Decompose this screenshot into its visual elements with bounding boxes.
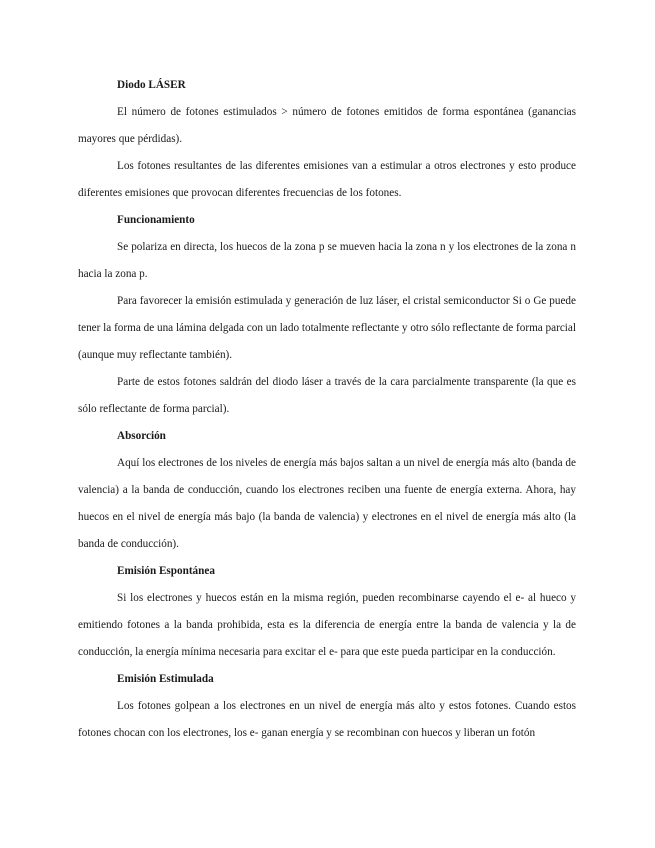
heading-emision-espontanea: Emisión Espontánea xyxy=(117,565,215,577)
heading-funcionamiento: Funcionamiento xyxy=(117,214,195,226)
paragraph: Los fotones resultantes de las diferentes emisiones van a estimular a otros electrones y esto produce diferentes emisiones que provocan diferentes frecuencias de los fotones. xyxy=(78,160,576,199)
document-body xyxy=(78,72,576,747)
paragraph: Los fotones golpean a los electrones en un nivel de energía más alto y estos fotones. Cuando estos fotones chocan con los electrones, los e- ganan energía y se recombinan con huecos y liberan un fotón xyxy=(78,700,576,739)
heading-emision-estimulada: Emisión Estimulada xyxy=(117,673,214,685)
paragraph: Parte de estos fotones saldrán del diodo láser a través de la cara parcialmente transparente (la que es sólo reflectante de forma parcial). xyxy=(78,376,576,415)
paragraph: Para favorecer la emisión estimulada y generación de luz láser, el cristal semiconductor Si o Ge puede tener la forma de una lámina delgada con un lado totalmente reflectante y otro sólo reflectante de forma parcial (aunque muy reflectante también). xyxy=(78,295,576,361)
heading-absorcion: Absorción xyxy=(117,430,166,442)
heading-diodo-laser: Diodo LÁSER xyxy=(117,79,186,91)
paragraph: El número de fotones estimulados > número de fotones emitidos de forma espontánea (ganancias mayores que pérdidas). xyxy=(78,106,576,145)
paragraph: Se polariza en directa, los huecos de la zona p se mueven hacia la zona n y los electrones de la zona n hacia la zona p. xyxy=(78,241,576,280)
paragraph: Aquí los electrones de los niveles de energía más bajos saltan a un nivel de energía más alto (banda de valencia) a la banda de conducción, cuando los electrones reciben una fuente de energía externa. Ahora, hay huecos en el nivel de energía más bajo (la banda de valencia) y electrones en el nivel de energía más alto (la banda de conducción). xyxy=(78,457,576,550)
paragraph: Si los electrones y huecos están en la misma región, pueden recombinarse cayendo el e- al hueco y emitiendo fotones a la banda prohibida, esta es la diferencia de energía entre la banda de valencia y la de conducción, la energía mínima necesaria para excitar el e- para que este pueda participar en la conducción. xyxy=(78,592,576,658)
